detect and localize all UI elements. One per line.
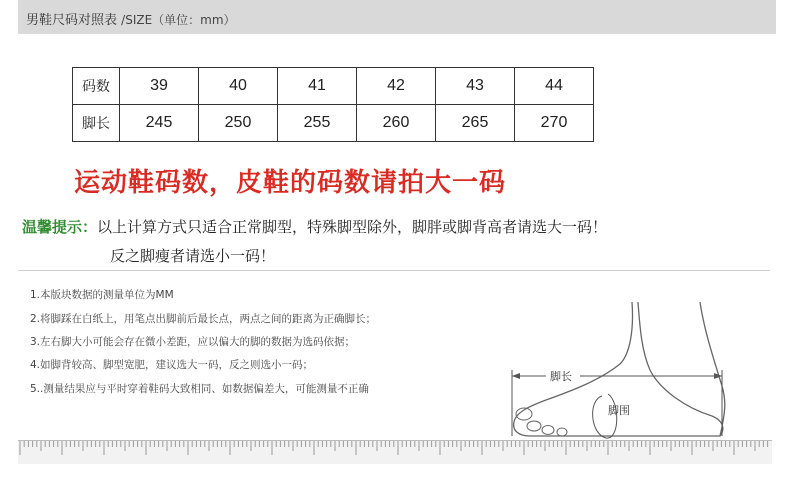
- table-row-label: 脚长: [73, 105, 120, 142]
- instruction-item: 1.本版块数据的测量单位为MM: [30, 289, 174, 301]
- tip-label: 温馨提示：: [22, 218, 98, 236]
- length-label: 脚长: [550, 370, 572, 383]
- table-row-size: [73, 68, 594, 105]
- table-cell: 270: [515, 105, 594, 142]
- tip-line-2: 反之脚瘦者请选小一码！: [110, 247, 276, 265]
- size-table: [72, 67, 594, 142]
- title-text: 男鞋尺码对照表: [26, 13, 118, 28]
- table-row-length: [73, 105, 594, 142]
- tip-line-1: [22, 216, 607, 237]
- page-title: [26, 9, 236, 28]
- table-cell: 245: [120, 105, 199, 142]
- divider: [18, 270, 770, 271]
- table-cell: 265: [436, 105, 515, 142]
- table-cell: 39: [120, 68, 199, 105]
- table-cell: 41: [278, 68, 357, 105]
- table-cell: 260: [357, 105, 436, 142]
- table-cell: 250: [199, 105, 278, 142]
- girth-label: 脚围: [608, 404, 630, 417]
- title-unit: /SIZE（单位：mm）: [121, 13, 236, 27]
- instruction-item: 3.左右脚大小可能会存在微小差距，应以偏大的脚的数据为选码依据；: [30, 336, 356, 348]
- tip-text: 以上计算方式只适合正常脚型，特殊脚型除外，脚胖或脚背高者请选大一码！: [97, 218, 608, 236]
- table-cell: 42: [357, 68, 436, 105]
- instruction-item: 5..测量结果应与平时穿着鞋码大致相同、如数据偏差大，可能测量不正确: [30, 383, 369, 395]
- table-cell: 43: [436, 68, 515, 105]
- sizing-warning: 运动鞋码数，皮鞋的码数请拍大一码: [74, 168, 507, 198]
- foot-measurement-diagram: [490, 290, 750, 442]
- header-bar: [18, 0, 776, 34]
- table-cell: 40: [199, 68, 278, 105]
- table-cell: 44: [515, 68, 594, 105]
- table-cell: 255: [278, 105, 357, 142]
- instruction-item: 2.将脚踩在白纸上，用笔点出脚前后最长点，两点之间的距离为正确脚长；: [30, 313, 377, 325]
- ruler: [18, 440, 772, 464]
- table-row-label: 码数: [73, 68, 120, 105]
- instruction-item: 4.如脚背较高、脚型宽肥，建议选大一码，反之则选小一码；: [30, 359, 314, 371]
